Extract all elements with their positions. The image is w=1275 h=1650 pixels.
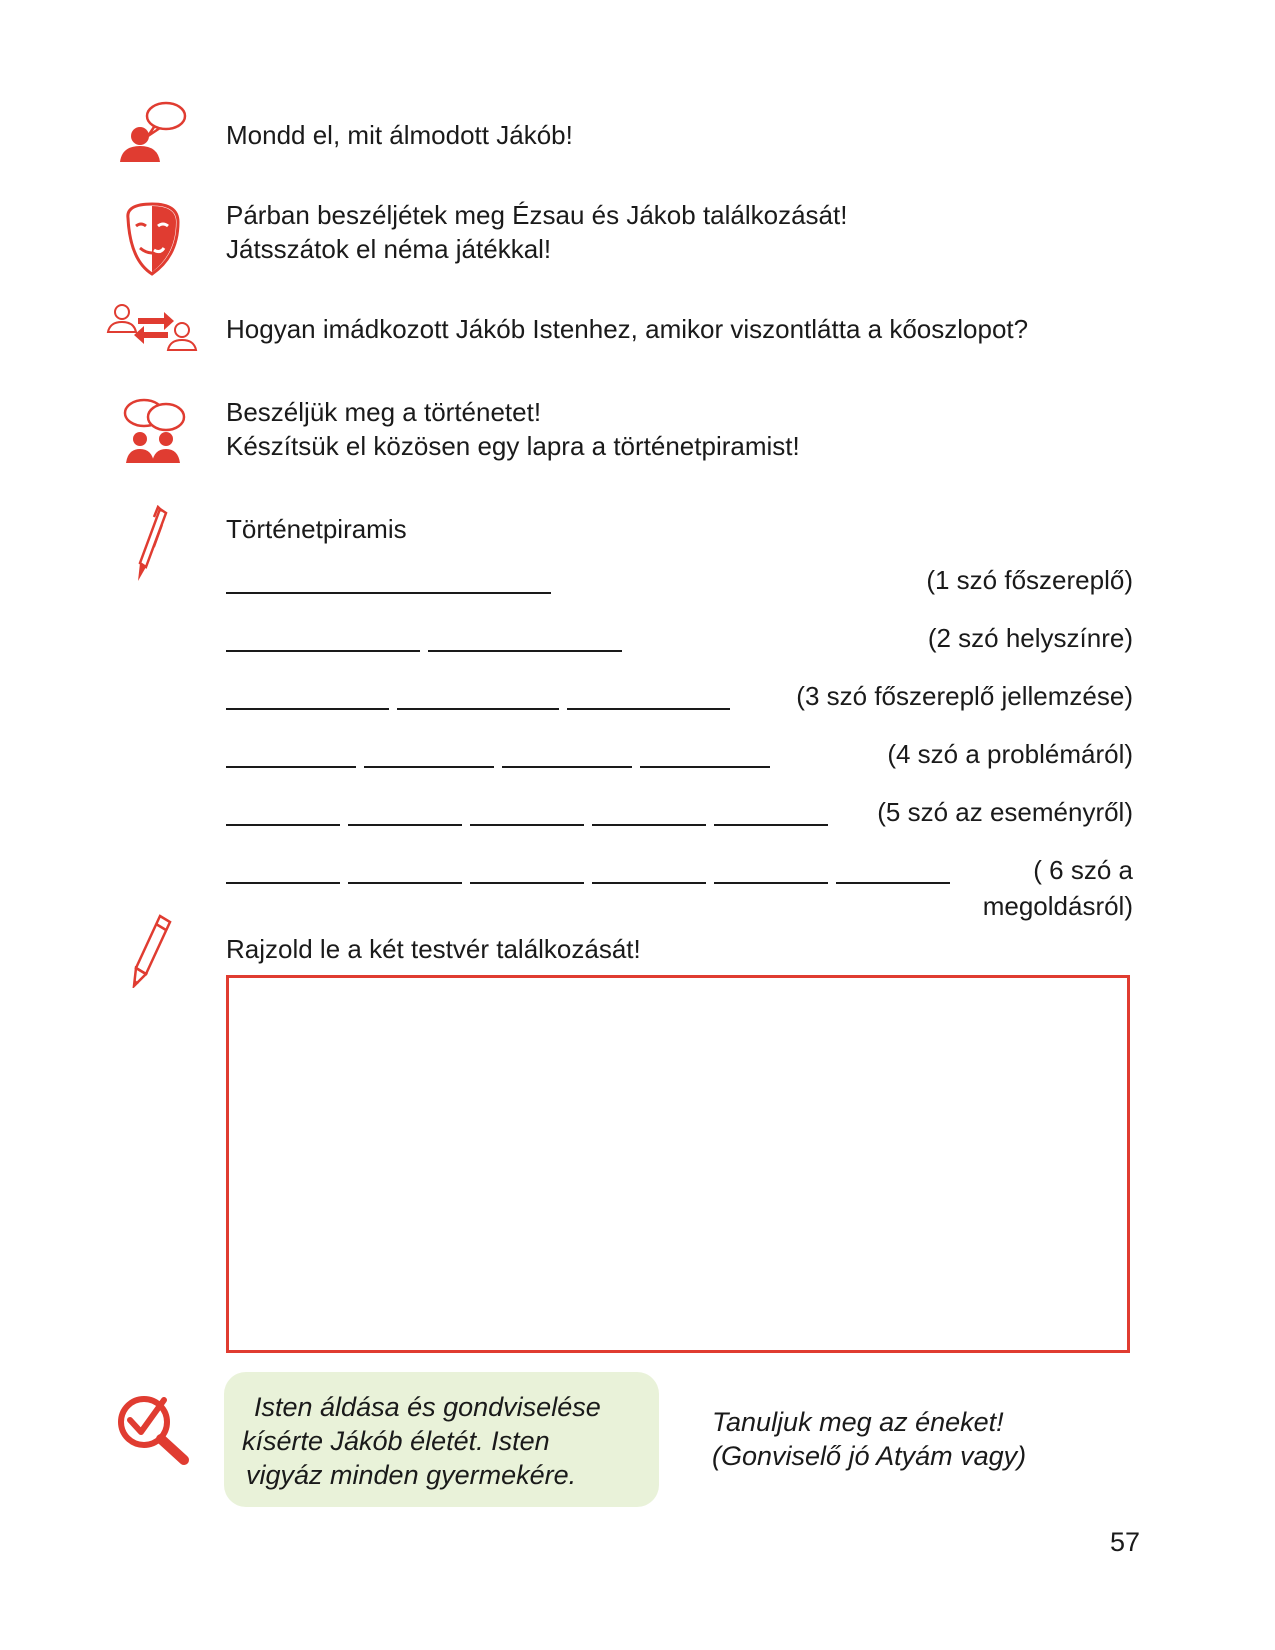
pyramid-blank[interactable] <box>226 650 420 652</box>
page-number: 57 <box>1110 1527 1141 1557</box>
pyramid-blank[interactable] <box>714 824 828 826</box>
pyramid-hint-2: (2 szó helyszínre) <box>927 623 1133 653</box>
task-tell-text: Mondd el, mit álmodott Jákób! <box>226 120 573 150</box>
pyramid-blank[interactable] <box>226 824 340 826</box>
pyramid-title: Történetpiramis <box>226 514 407 544</box>
pyramid-blank[interactable] <box>567 708 730 710</box>
pyramid-blank[interactable] <box>348 824 462 826</box>
pyramid-hint-3: (3 szó főszereplő jellemzése) <box>796 681 1133 711</box>
pyramid-hint-1: (1 szó főszereplő) <box>926 565 1133 595</box>
pyramid-hint-4: (4 szó a problémáról) <box>887 739 1133 769</box>
pyramid-blank[interactable] <box>640 766 770 768</box>
task-group-line2: Készítsük el közösen egy lapra a történetpiramist! <box>226 431 800 461</box>
pyramid-blank[interactable] <box>226 592 551 594</box>
song-line-1: Tanuljuk meg az éneket! <box>712 1407 1004 1437</box>
speaker-speech-bubble-icon <box>116 98 188 164</box>
pyramid-blank[interactable] <box>226 766 356 768</box>
pyramid-blank[interactable] <box>226 708 389 710</box>
song-line-2: (Gonviselő jó Atyám vagy) <box>712 1441 1027 1471</box>
task-act-line2: Játsszátok el néma játékkal! <box>226 234 552 264</box>
summary-line-1: Isten áldása és gondviselése <box>254 1392 601 1422</box>
pyramid-blank[interactable] <box>470 824 584 826</box>
pyramid-hint-6b: megoldásról) <box>982 891 1133 921</box>
pyramid-hint-5: (5 szó az eseményről) <box>877 797 1133 827</box>
pyramid-blank[interactable] <box>470 882 584 884</box>
drawing-title: Rajzold le a két testvér találkozását! <box>226 934 641 964</box>
pyramid-blank[interactable] <box>836 882 950 884</box>
magnifier-check-icon <box>114 1392 192 1466</box>
pyramid-blank[interactable] <box>348 882 462 884</box>
pyramid-blank[interactable] <box>592 882 706 884</box>
task-group-line1: Beszéljük meg a történetet! <box>226 397 542 427</box>
group-discussion-icon <box>120 395 188 465</box>
pyramid-blank[interactable] <box>226 882 340 884</box>
summary-line-3: vigyáz minden gyermekére. <box>246 1460 577 1490</box>
pair-exchange-icon <box>106 302 198 356</box>
pyramid-blank[interactable] <box>592 824 706 826</box>
pyramid-blank[interactable] <box>397 708 559 710</box>
pencil-icon <box>130 912 174 988</box>
task-act-line1: Párban beszéljétek meg Ézsau és Jákob találkozását! <box>226 200 848 230</box>
pyramid-blank[interactable] <box>714 882 828 884</box>
pyramid-blank[interactable] <box>428 650 622 652</box>
pyramid-blank[interactable] <box>502 766 632 768</box>
pen-icon <box>132 505 172 583</box>
pyramid-hint-6a: ( 6 szó a <box>1033 855 1133 885</box>
theater-mask-icon <box>122 200 184 278</box>
summary-box <box>224 1372 659 1507</box>
task-pair-text: Hogyan imádkozott Jákób Istenhez, amikor viszontlátta a kőoszlopot? <box>226 314 1029 344</box>
song-note <box>712 1405 1026 1473</box>
pyramid-blank[interactable] <box>364 766 494 768</box>
summary-line-2: kísérte Jákób életét. Isten <box>242 1426 550 1456</box>
drawing-area[interactable] <box>226 975 1130 1353</box>
